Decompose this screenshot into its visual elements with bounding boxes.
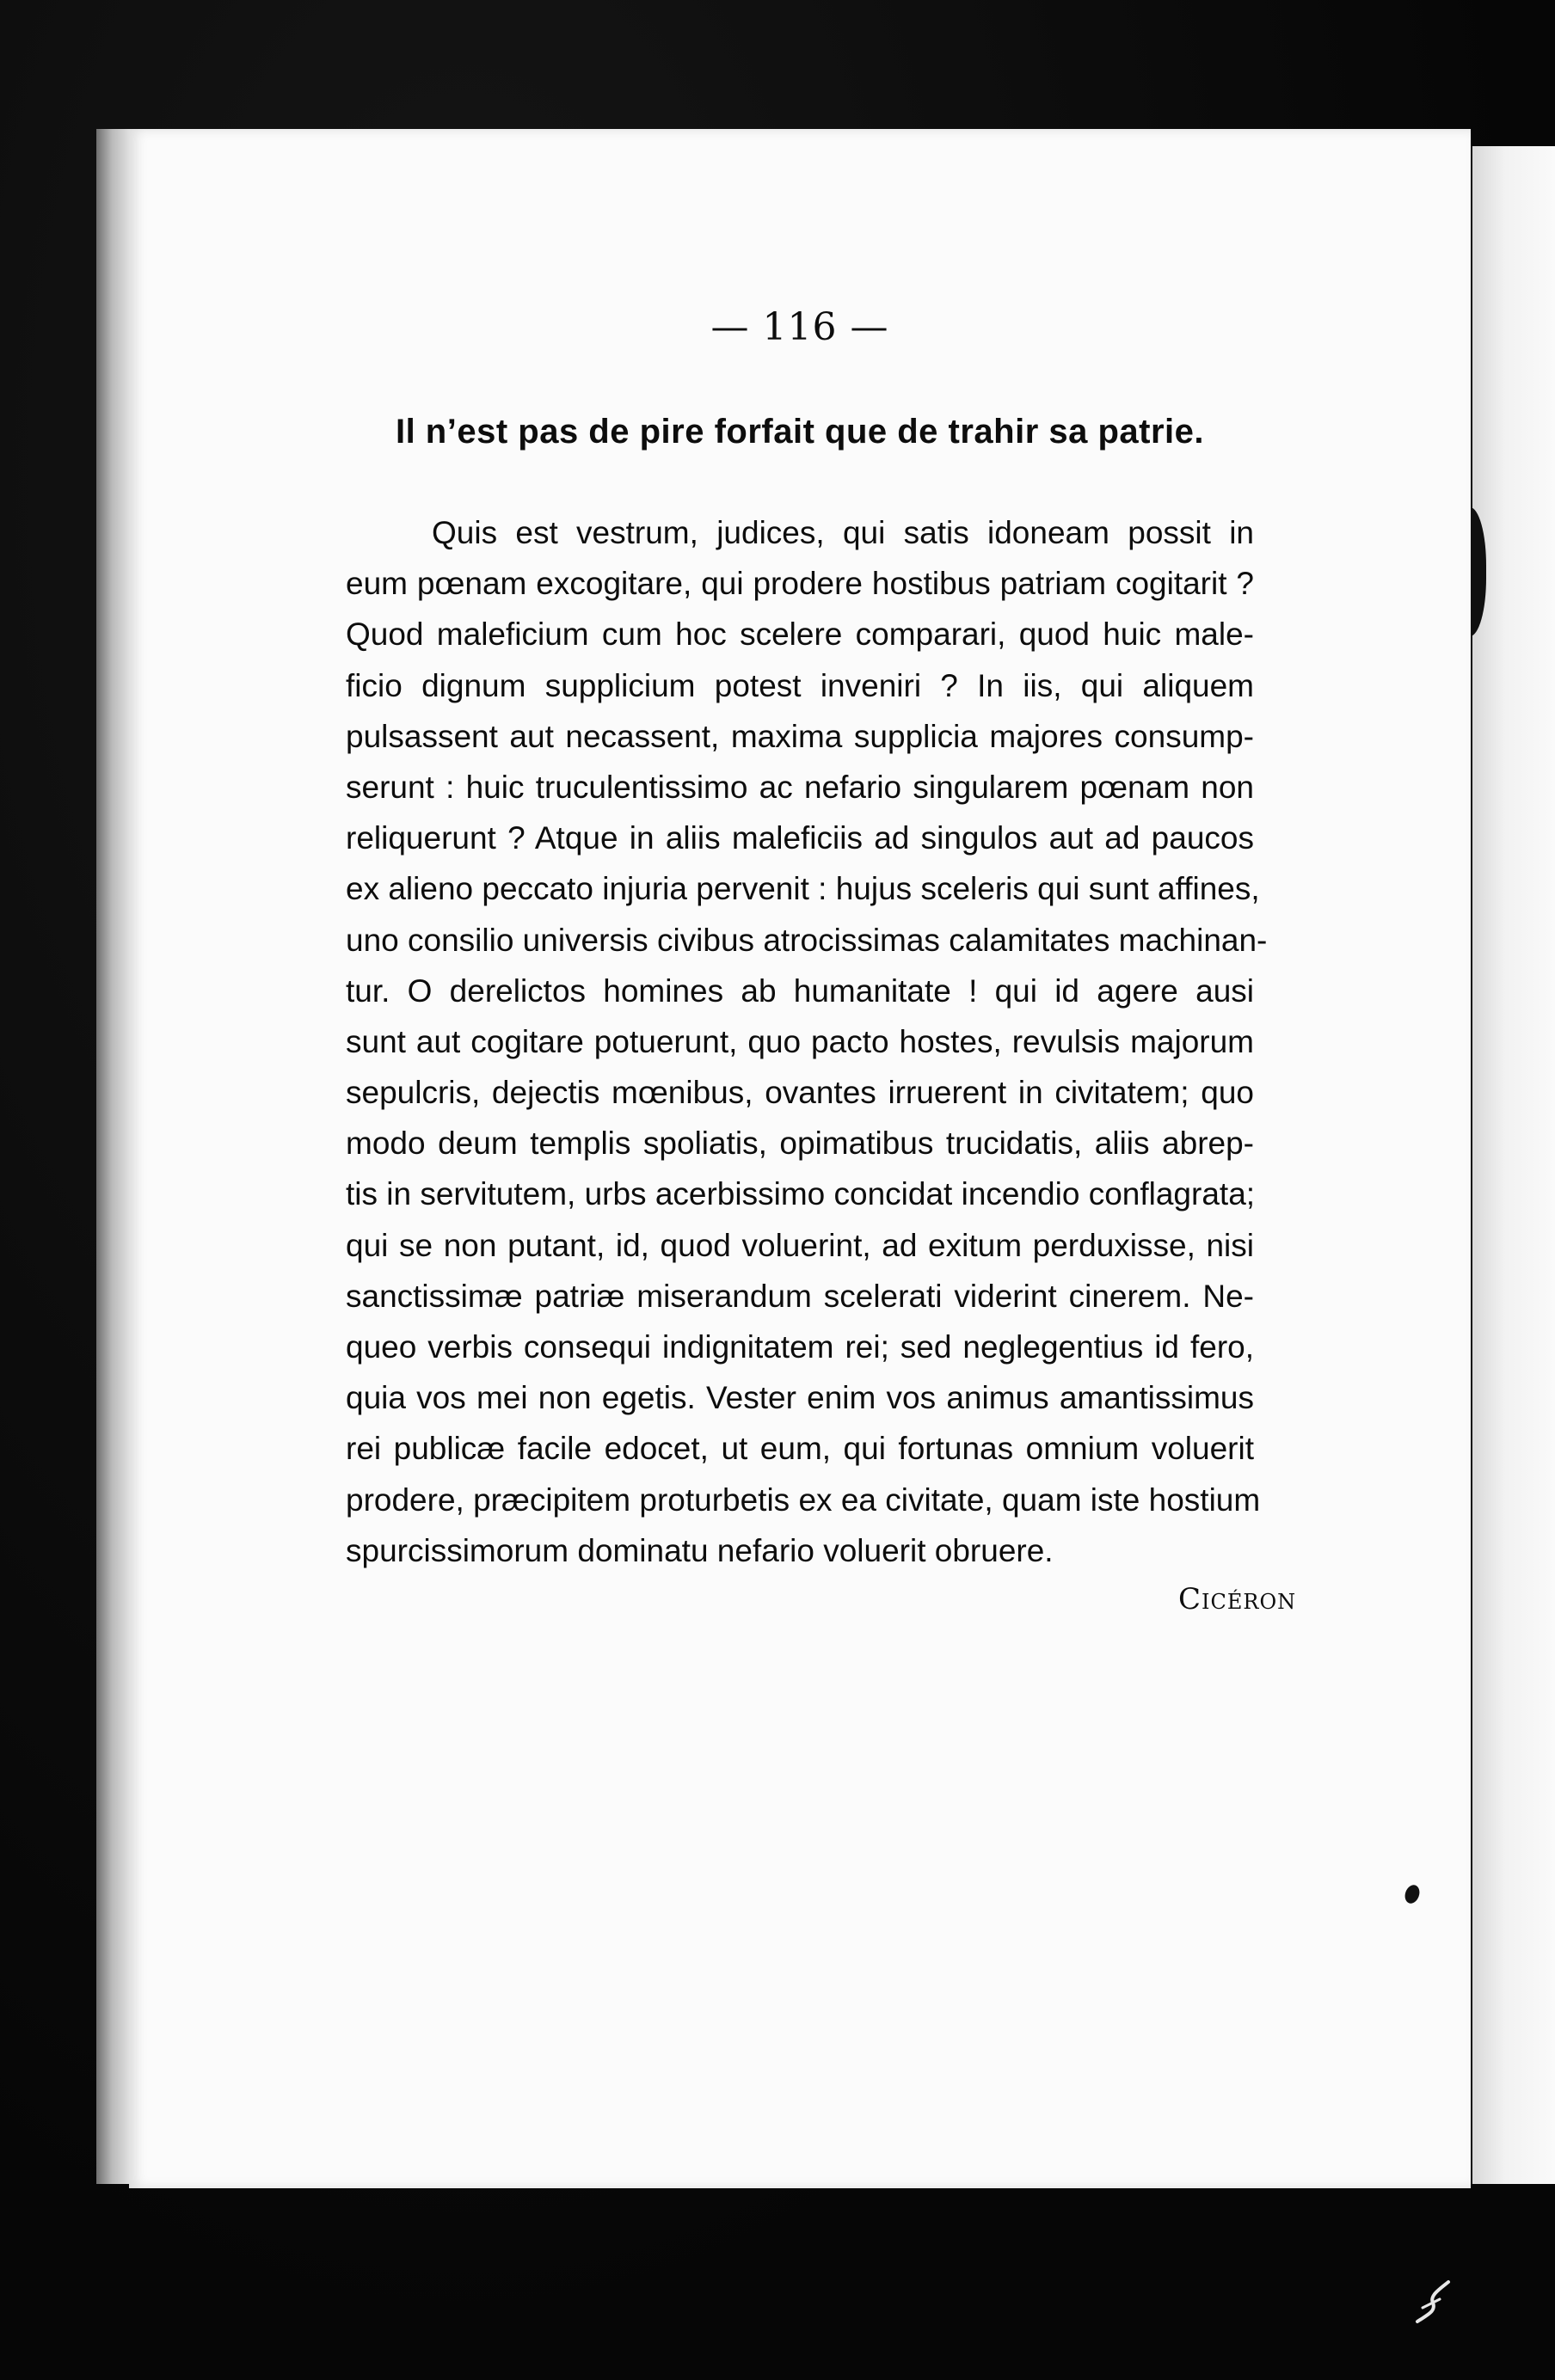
text-line: sunt aut cogitare potuerunt, quo pacto hostes, revulsis majorum [346, 1023, 1254, 1059]
text-line: Quod maleficium cum hoc scelere comparari, quod huic male- [346, 616, 1254, 653]
text-line: spurcissimorum dominatu nefario voluerit obruere. [346, 1532, 1054, 1568]
text-line: eum pœnam excogitare, qui prodere hostibus patriam cogitarit ? [346, 566, 1254, 602]
text-line: rei publicæ facile edocet, ut eum, qui fortunas omnium voluerit [346, 1431, 1254, 1467]
text-line: ex alieno peccato injuria pervenit : hujus sceleris qui sunt affines, [346, 871, 1260, 907]
text-line: serunt : huic truculentissimo ac nefario singularem pœnam non [346, 769, 1254, 805]
text-line: tur. O derelictos homines ab humanitate ! qui id agere ausi [346, 972, 1254, 1009]
text-line: queo verbis consequi indignitatem rei; sed neglegentius id fero, [346, 1329, 1254, 1365]
text-line: pulsassent aut necassent, maxima supplicia majores consump- [346, 718, 1254, 754]
page-title: Il n’est pas de pire forfait que de trahir sa patrie. [395, 413, 1205, 451]
ink-dot-mark [1403, 1883, 1423, 1905]
text-line: sepulcris, dejectis mœnibus, ovantes irruerent in civitatem; quo [346, 1075, 1254, 1111]
text-line: sanctissimæ patriæ miserandum scelerati viderint cinerem. Ne- [346, 1278, 1254, 1314]
text-line: uno consilio universis civibus atrocissimas calamitates machinan- [346, 922, 1268, 958]
page-number: — 116 — [710, 305, 889, 349]
text-line: ficio dignum supplicium potest inveniri ? In iis, qui aliquem [346, 667, 1254, 703]
book-page [129, 129, 1471, 2188]
text-line: qui se non putant, id, quod voluerint, ad exitum perduxisse, nisi [346, 1227, 1254, 1263]
body-paragraph [346, 507, 1268, 1576]
text-line: quia vos mei non egetis. Vester enim vos animus amantissimus [346, 1380, 1254, 1416]
text-line: modo deum templis spoliatis, opimatibus trucidatis, aliis abrep- [346, 1126, 1254, 1162]
text-line: prodere, præcipitem proturbetis ex ea civitate, quam iste hostium [346, 1481, 1261, 1518]
author-signature: Cicéron [1178, 1582, 1297, 1616]
text-line: tis in servitutem, urbs acerbissimo concidat incendio conflagrata; [346, 1176, 1256, 1212]
text-line: reliquerunt ? Atque in aliis maleficiis ad singulos aut ad paucos [346, 820, 1254, 856]
facing-page-edge [1472, 146, 1555, 2184]
pencil-mark-icon [1411, 2277, 1454, 2328]
text-line: Quis est vestrum, judices, qui satis idoneam possit in [432, 515, 1254, 550]
